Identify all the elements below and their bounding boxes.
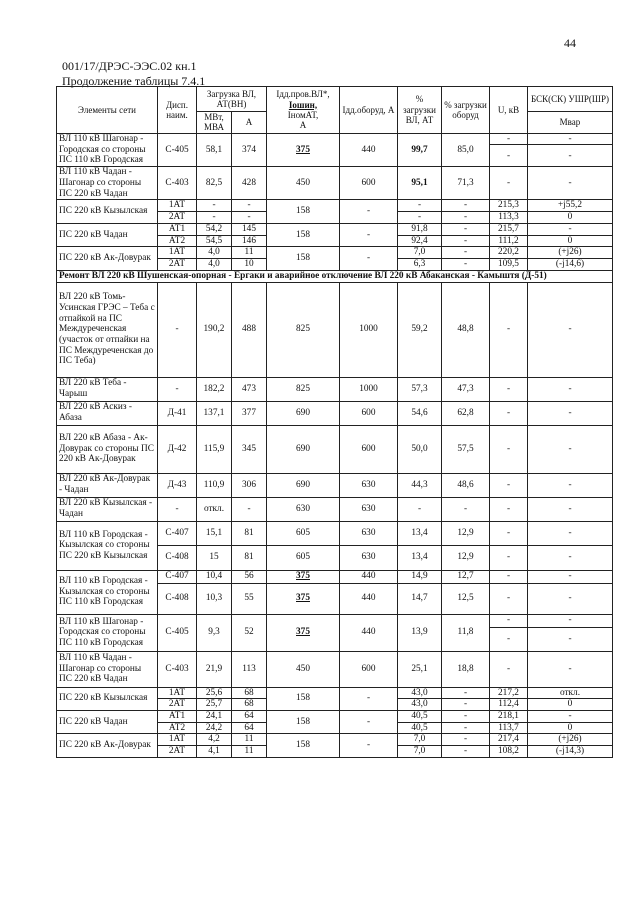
cell-idd: 375 xyxy=(267,583,340,614)
cell-idd-equip: 440 xyxy=(340,614,398,651)
table-caption: Продолжение таблицы 7.4.1 xyxy=(62,74,206,88)
cell-mw: 115,9 xyxy=(197,425,232,473)
cell-pct-line: 13,9 xyxy=(398,614,442,651)
row-name: ПС 220 кВ Кызылская xyxy=(57,687,158,710)
cell-mw: 25,6 xyxy=(197,687,232,699)
cell-disp: С-408 xyxy=(158,545,197,570)
cell-pct-equip: - xyxy=(442,200,490,212)
cell-idd-equip: 600 xyxy=(340,401,398,425)
cell-bsk: (-j14,3) xyxy=(528,746,613,758)
cell-idd-equip: - xyxy=(340,734,398,757)
cell-u: - xyxy=(490,583,528,614)
cell-amp: 11 xyxy=(232,734,267,746)
cell-mw: - xyxy=(197,212,232,224)
cell-bsk: - xyxy=(528,497,613,521)
cell-disp: С-405 xyxy=(158,133,197,167)
cell-bsk: (-j14,6) xyxy=(528,258,613,270)
cell-bsk: - xyxy=(528,377,613,401)
cell-amp: 68 xyxy=(232,687,267,699)
cell-bsk: откл. xyxy=(528,687,613,699)
cell-disp: - xyxy=(158,282,197,377)
cell-pct-line: 13,4 xyxy=(398,521,442,545)
cell-mw: 54,5 xyxy=(197,235,232,247)
load-table xyxy=(56,86,613,758)
col-mw: МВт, МВА xyxy=(197,112,232,134)
row-name: ВЛ 220 кВ Абаза - Ак-Довурак со стороны ПС 220 кВ Ак-Довурак xyxy=(57,425,158,473)
cell-mw: 110,9 xyxy=(197,473,232,497)
cell-mw: 4,2 xyxy=(197,734,232,746)
cell-disp: - xyxy=(158,497,197,521)
cell-disp: С-407 xyxy=(158,521,197,545)
section-title: Ремонт ВЛ 220 кВ Шушенская-опорная - Ергаки и аварийное отключение ВЛ 220 кВ Абаканская - Камыштя (Д-51) xyxy=(57,270,613,282)
cell-bsk: - xyxy=(528,545,613,570)
cell-amp: 10 xyxy=(232,258,267,270)
cell-pct-line: 50,0 xyxy=(398,425,442,473)
cell-mw: 137,1 xyxy=(197,401,232,425)
page-number: 44 xyxy=(564,36,576,50)
cell-pct-line: - xyxy=(398,212,442,224)
cell-idd-equip: 630 xyxy=(340,473,398,497)
row-name: ПС 220 кВ Кызылская xyxy=(57,200,158,223)
cell-bsk: +j55,2 xyxy=(528,200,613,212)
cell-pct-equip: 12,7 xyxy=(442,570,490,583)
cell-pct-line: 43,0 xyxy=(398,699,442,711)
cell-amp: - xyxy=(232,497,267,521)
cell-pct-line: 13,4 xyxy=(398,545,442,570)
cell-pct-line: 14,7 xyxy=(398,583,442,614)
cell-amp: 473 xyxy=(232,377,267,401)
cell-amp: 52 xyxy=(232,614,267,651)
cell-idd-equip: 1000 xyxy=(340,377,398,401)
cell-u: - xyxy=(490,425,528,473)
cell-idd-equip: 630 xyxy=(340,545,398,570)
cell-amp: 113 xyxy=(232,651,267,687)
cell-mw: 4,1 xyxy=(197,746,232,758)
cell-u: - xyxy=(490,167,528,200)
cell-disp: С-407 xyxy=(158,570,197,583)
col-idd-line xyxy=(267,87,340,134)
cell-pct-line: 91,8 xyxy=(398,223,442,235)
cell-bsk: - xyxy=(528,425,613,473)
cell-idd-equip: - xyxy=(340,223,398,246)
cell-u: 217,4 xyxy=(490,734,528,746)
cell-disp: АТ2 xyxy=(158,235,197,247)
col-amp: А xyxy=(232,112,267,134)
cell-u: 215,7 xyxy=(490,223,528,235)
cell-pct-equip: - xyxy=(442,734,490,746)
col-bsk: БСК(СК) УШР(ШР) xyxy=(528,87,613,112)
cell-amp: 377 xyxy=(232,401,267,425)
cell-mw: 25,7 xyxy=(197,699,232,711)
cell-bsk: - xyxy=(528,521,613,545)
cell-idd: 158 xyxy=(267,223,340,246)
cell-u: 113,7 xyxy=(490,722,528,734)
cell-idd: 690 xyxy=(267,425,340,473)
cell-bsk: 0 xyxy=(528,212,613,224)
cell-idd: 630 xyxy=(267,497,340,521)
cell-disp: С-403 xyxy=(158,651,197,687)
row-name: ВЛ 110 кВ Чадан - Шагонар со стороны ПС 220 кВ Чадан xyxy=(57,167,158,200)
cell-pct-equip: 48,8 xyxy=(442,282,490,377)
cell-pct-line: - xyxy=(398,497,442,521)
cell-pct-line: 7,0 xyxy=(398,734,442,746)
cell-idd-equip: 630 xyxy=(340,497,398,521)
cell-u: 218,1 xyxy=(490,710,528,722)
cell-amp: 64 xyxy=(232,722,267,734)
cell-disp: АТ1 xyxy=(158,223,197,235)
cell-pct-equip: - xyxy=(442,746,490,758)
cell-u: 215,3 xyxy=(490,200,528,212)
cell-idd: 825 xyxy=(267,282,340,377)
cell-bsk: - xyxy=(528,627,613,651)
cell-amp: 55 xyxy=(232,583,267,614)
cell-pct-equip: 48,6 xyxy=(442,473,490,497)
cell-mw: - xyxy=(197,200,232,212)
idd-line-4: А xyxy=(299,120,307,131)
cell-u: - xyxy=(490,627,528,651)
cell-disp: Д-41 xyxy=(158,401,197,425)
cell-bsk: - xyxy=(528,651,613,687)
cell-u: - xyxy=(490,377,528,401)
cell-pct-line: 7,0 xyxy=(398,247,442,259)
cell-idd-equip: 440 xyxy=(340,583,398,614)
cell-disp: С-405 xyxy=(158,614,197,651)
row-name: ВЛ 110 кВ Городская - Кызылская со стороны ПС 110 кВ Городская xyxy=(57,570,158,614)
cell-u: 113,3 xyxy=(490,212,528,224)
cell-pct-equip: - xyxy=(442,699,490,711)
row-name: ПС 220 кВ Ак-Довурак xyxy=(57,247,158,270)
cell-pct-line: 59,2 xyxy=(398,282,442,377)
cell-mw: 58,1 xyxy=(197,133,232,167)
cell-bsk: 0 xyxy=(528,235,613,247)
cell-idd: 375 xyxy=(267,570,340,583)
cell-mw: 82,5 xyxy=(197,167,232,200)
row-name: ВЛ 110 кВ Чадан - Шагонар со стороны ПС 220 кВ Чадан xyxy=(57,651,158,687)
cell-disp: 1АТ xyxy=(158,687,197,699)
col-disp: Дисп. наим. xyxy=(158,87,197,134)
cell-idd: 450 xyxy=(267,167,340,200)
cell-idd: 158 xyxy=(267,200,340,223)
cell-disp: С-408 xyxy=(158,583,197,614)
cell-idd: 158 xyxy=(267,247,340,270)
cell-bsk: (+j26) xyxy=(528,734,613,746)
cell-u: - xyxy=(490,651,528,687)
cell-bsk: - xyxy=(528,614,613,627)
cell-bsk: - xyxy=(528,401,613,425)
cell-bsk: - xyxy=(528,710,613,722)
cell-amp: 64 xyxy=(232,710,267,722)
cell-disp: 1АТ xyxy=(158,247,197,259)
row-name: ПС 220 кВ Чадан xyxy=(57,223,158,246)
cell-mw: 190,2 xyxy=(197,282,232,377)
cell-pct-equip: - xyxy=(442,223,490,235)
row-name: ВЛ 220 кВ Теба - Чарыш xyxy=(57,377,158,401)
cell-pct-equip: - xyxy=(442,258,490,270)
cell-u: - xyxy=(490,570,528,583)
cell-disp: АТ1 xyxy=(158,710,197,722)
cell-mw: 9,3 xyxy=(197,614,232,651)
cell-mw: 10,3 xyxy=(197,583,232,614)
cell-idd-equip: - xyxy=(340,687,398,710)
cell-u: - xyxy=(490,145,528,167)
cell-u: - xyxy=(490,545,528,570)
cell-idd: 158 xyxy=(267,734,340,757)
cell-pct-line: 6,3 xyxy=(398,258,442,270)
cell-amp: 68 xyxy=(232,699,267,711)
cell-bsk: - xyxy=(528,145,613,167)
cell-mw: 54,2 xyxy=(197,223,232,235)
cell-idd: 605 xyxy=(267,545,340,570)
row-name: ВЛ 110 кВ Шагонар - Городская со стороны ПС 110 кВ Городская xyxy=(57,133,158,167)
cell-pct-equip: - xyxy=(442,235,490,247)
cell-amp: 145 xyxy=(232,223,267,235)
cell-idd-equip: 600 xyxy=(340,167,398,200)
cell-disp: С-403 xyxy=(158,167,197,200)
cell-idd: 605 xyxy=(267,521,340,545)
cell-amp: 81 xyxy=(232,545,267,570)
cell-idd: 158 xyxy=(267,687,340,710)
cell-pct-equip: - xyxy=(442,710,490,722)
cell-idd-equip: 600 xyxy=(340,425,398,473)
cell-pct-equip: - xyxy=(442,247,490,259)
cell-bsk: (+j26) xyxy=(528,247,613,259)
col-elements: Элементы сети xyxy=(57,87,158,134)
cell-mw: 21,9 xyxy=(197,651,232,687)
cell-pct-equip: - xyxy=(442,722,490,734)
cell-amp: 146 xyxy=(232,235,267,247)
cell-idd-equip: - xyxy=(340,200,398,223)
cell-u: 217,2 xyxy=(490,687,528,699)
cell-idd: 825 xyxy=(267,377,340,401)
cell-mw: 10,4 xyxy=(197,570,232,583)
cell-mw: откл. xyxy=(197,497,232,521)
col-idd-equip: Iдд.оборуд, А xyxy=(340,87,398,134)
cell-mw: 182,2 xyxy=(197,377,232,401)
cell-amp: 306 xyxy=(232,473,267,497)
cell-pct-equip: 12,9 xyxy=(442,545,490,570)
cell-bsk: - xyxy=(528,133,613,145)
cell-u: 111,2 xyxy=(490,235,528,247)
row-name: ВЛ 220 кВ Ак-Довурак - Чадан xyxy=(57,473,158,497)
cell-idd: 690 xyxy=(267,401,340,425)
cell-pct-equip: 71,3 xyxy=(442,167,490,200)
col-pct-line: % загрузки ВЛ, АТ xyxy=(398,87,442,134)
cell-idd-equip: 440 xyxy=(340,133,398,167)
cell-disp: 2АТ xyxy=(158,699,197,711)
cell-idd: 450 xyxy=(267,651,340,687)
cell-pct-line: 25,1 xyxy=(398,651,442,687)
cell-idd-equip: 440 xyxy=(340,570,398,583)
cell-pct-equip: 12,5 xyxy=(442,583,490,614)
cell-u: - xyxy=(490,401,528,425)
cell-mw: 15 xyxy=(197,545,232,570)
cell-bsk: - xyxy=(528,583,613,614)
cell-u: 108,2 xyxy=(490,746,528,758)
cell-pct-line: 95,1 xyxy=(398,167,442,200)
cell-amp: 374 xyxy=(232,133,267,167)
cell-disp: 1АТ xyxy=(158,200,197,212)
cell-disp: 1АТ xyxy=(158,734,197,746)
cell-idd: 690 xyxy=(267,473,340,497)
row-name: ВЛ 110 кВ Городская - Кызылская со стороны ПС 220 кВ Кызылская xyxy=(57,521,158,570)
col-pct-equip: % загрузки оборуд xyxy=(442,87,490,134)
cell-u: - xyxy=(490,282,528,377)
cell-pct-line: 99,7 xyxy=(398,133,442,167)
cell-amp: 345 xyxy=(232,425,267,473)
cell-pct-line: 54,6 xyxy=(398,401,442,425)
cell-bsk: - xyxy=(528,570,613,583)
cell-u: - xyxy=(490,614,528,627)
cell-pct-equip: 18,8 xyxy=(442,651,490,687)
cell-amp: 428 xyxy=(232,167,267,200)
cell-bsk: 0 xyxy=(528,722,613,734)
cell-pct-equip: - xyxy=(442,212,490,224)
cell-idd-equip: 630 xyxy=(340,521,398,545)
col-u: U, кВ xyxy=(490,87,528,134)
cell-pct-line: 14,9 xyxy=(398,570,442,583)
cell-pct-line: 7,0 xyxy=(398,746,442,758)
cell-bsk: - xyxy=(528,167,613,200)
cell-amp: - xyxy=(232,212,267,224)
cell-mw: 15,1 xyxy=(197,521,232,545)
cell-u: 109,5 xyxy=(490,258,528,270)
cell-u: - xyxy=(490,473,528,497)
cell-pct-equip: 47,3 xyxy=(442,377,490,401)
cell-pct-line: 57,3 xyxy=(398,377,442,401)
document-reference: 001/17/ДРЭС-ЭЭС.02 кн.1 xyxy=(62,59,197,73)
cell-bsk: - xyxy=(528,223,613,235)
cell-amp: 11 xyxy=(232,746,267,758)
cell-pct-equip: 85,0 xyxy=(442,133,490,167)
row-name: ВЛ 110 кВ Шагонар - Городская со стороны ПС 110 кВ Городская xyxy=(57,614,158,651)
cell-pct-equip: - xyxy=(442,497,490,521)
cell-idd: 375 xyxy=(267,133,340,167)
cell-pct-line: 40,5 xyxy=(398,722,442,734)
cell-pct-line: 40,5 xyxy=(398,710,442,722)
cell-idd-equip: 1000 xyxy=(340,282,398,377)
cell-pct-equip: 11,8 xyxy=(442,614,490,651)
cell-pct-equip: 57,5 xyxy=(442,425,490,473)
cell-u: - xyxy=(490,133,528,145)
row-name: ПС 220 кВ Чадан xyxy=(57,710,158,733)
cell-bsk: - xyxy=(528,473,613,497)
cell-idd-equip: - xyxy=(340,247,398,270)
cell-pct-line: - xyxy=(398,200,442,212)
cell-amp: 56 xyxy=(232,570,267,583)
cell-u: - xyxy=(490,497,528,521)
cell-mw: 4,0 xyxy=(197,258,232,270)
col-load-group: Загрузка ВЛ, АТ(ВН) xyxy=(197,87,267,112)
row-name: ВЛ 220 кВ Аскиз - Абаза xyxy=(57,401,158,425)
cell-idd: 375 xyxy=(267,614,340,651)
cell-disp: - xyxy=(158,377,197,401)
cell-disp: 2АТ xyxy=(158,258,197,270)
idd-line-1: Iдд.пров.ВЛ*, xyxy=(276,89,330,100)
row-name: ПС 220 кВ Ак-Довурак xyxy=(57,734,158,757)
cell-disp: АТ2 xyxy=(158,722,197,734)
cell-mw: 24,1 xyxy=(197,710,232,722)
cell-pct-line: 92,4 xyxy=(398,235,442,247)
cell-u: 112,4 xyxy=(490,699,528,711)
cell-amp: 488 xyxy=(232,282,267,377)
row-name: ВЛ 220 кВ Томь-Усинская ГРЭС – Теба с отпайкой на ПС Междуреченская (участок от отпайки на ПС Междуреченская до ПС Теба) xyxy=(57,282,158,377)
cell-disp: 2АТ xyxy=(158,746,197,758)
cell-amp: - xyxy=(232,200,267,212)
col-mvar: Мвар xyxy=(528,112,613,134)
cell-idd-equip: - xyxy=(340,710,398,733)
cell-pct-line: 44,3 xyxy=(398,473,442,497)
idd-line-3: IномАТ, xyxy=(287,109,319,120)
cell-disp: Д-42 xyxy=(158,425,197,473)
cell-u: 220,2 xyxy=(490,247,528,259)
cell-disp: Д-43 xyxy=(158,473,197,497)
cell-amp: 81 xyxy=(232,521,267,545)
cell-mw: 24,2 xyxy=(197,722,232,734)
cell-pct-equip: - xyxy=(442,687,490,699)
cell-bsk: 0 xyxy=(528,699,613,711)
cell-bsk: - xyxy=(528,282,613,377)
cell-u: - xyxy=(490,521,528,545)
cell-amp: 11 xyxy=(232,247,267,259)
cell-pct-equip: 12,9 xyxy=(442,521,490,545)
cell-idd: 158 xyxy=(267,710,340,733)
cell-idd-equip: 600 xyxy=(340,651,398,687)
cell-pct-equip: 62,8 xyxy=(442,401,490,425)
cell-pct-line: 43,0 xyxy=(398,687,442,699)
cell-mw: 4,0 xyxy=(197,247,232,259)
idd-line-2: Iошин, xyxy=(288,99,318,110)
row-name: ВЛ 220 кВ Кызылская - Чадан xyxy=(57,497,158,521)
cell-disp: 2АТ xyxy=(158,212,197,224)
